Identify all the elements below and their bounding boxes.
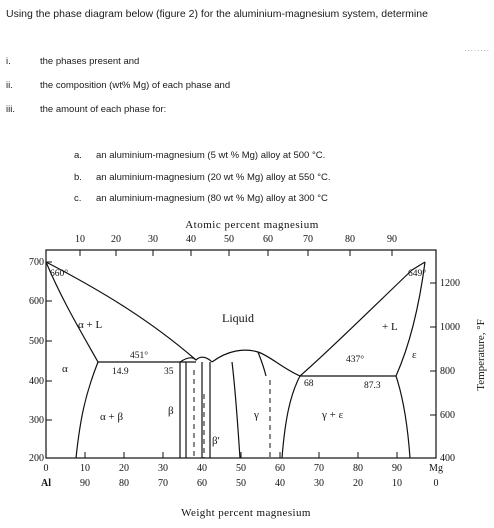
region-labels [50, 268, 426, 447]
label-alpha: α [62, 363, 68, 375]
bottom-axis-title: Weight percent magnesium [181, 507, 311, 519]
right-tick-label: 1200 [440, 278, 460, 289]
right-axis-title: Temperature, °F [475, 319, 487, 391]
label-liquid: Liquid [222, 311, 254, 325]
top-tick-label: 30 [148, 234, 158, 245]
bottom-mg-label: 60 [275, 463, 285, 474]
bottom-mg-label: 10 [80, 463, 90, 474]
label-gamma-delta: γ + ε [322, 409, 344, 421]
label-gamma: γ [254, 409, 259, 421]
bottom-al-label: 20 [353, 478, 363, 489]
right-tick-label: 800 [440, 366, 455, 377]
bottom-al-label: 60 [197, 478, 207, 489]
bottom-mg-label: Mg [429, 463, 443, 474]
left-tick-label: 400 [29, 376, 44, 387]
left-tick-label: 500 [29, 336, 44, 347]
top-tick-label: 70 [303, 234, 313, 245]
left-tick-label: 200 [29, 453, 44, 464]
label-l-gamma: + L [382, 321, 398, 333]
phase-boundaries [46, 262, 425, 458]
label-649: 649° [408, 269, 427, 279]
right-tick-label: 400 [440, 453, 455, 464]
sub-item-text: an aluminium-magnesium (20 wt % Mg) alloy at 550 °C. [96, 172, 331, 183]
top-tick-label: 10 [75, 234, 85, 245]
bottom-al-label: Al [41, 478, 51, 489]
sub-item-text: an aluminium-magnesium (5 wt % Mg) alloy at 500 °C. [96, 150, 326, 161]
top-tick-label: 40 [186, 234, 196, 245]
label-437: 437° [346, 355, 365, 365]
question-intro: Using the phase diagram below (figure 2) for the aluminium-magnesium system, determine [6, 8, 428, 20]
item-text: the amount of each phase for: [40, 104, 167, 115]
right-tick-label: 600 [440, 410, 455, 421]
label-beta: β [168, 405, 174, 417]
label-alpha-beta: α + β [100, 411, 124, 423]
bottom-al-label: 30 [314, 478, 324, 489]
bottom-mg-label: 40 [197, 463, 207, 474]
item-number: ii. [6, 80, 13, 91]
top-axis-title: Atomic percent magnesium [185, 219, 319, 231]
bottom-mg-label: 70 [314, 463, 324, 474]
item-number: iii. [6, 104, 15, 115]
bottom-mg-label: 90 [392, 463, 402, 474]
bottom-al-label: 50 [236, 478, 246, 489]
right-tick-label: 1000 [440, 322, 460, 333]
answer-dots: ........ [464, 44, 490, 53]
bottom-al-label: 90 [80, 478, 90, 489]
top-tick-label: 20 [111, 234, 121, 245]
top-tick-label: 80 [345, 234, 355, 245]
label-68: 68 [304, 379, 314, 389]
item-number: i. [6, 56, 11, 67]
bottom-mg-label: 50 [236, 463, 246, 474]
bottom-al-label: 40 [275, 478, 285, 489]
label-alpha-l: α + L [78, 319, 103, 331]
left-tick-label: 700 [29, 257, 44, 268]
label-35: 35 [164, 367, 174, 377]
plot-frame [46, 250, 436, 458]
bottom-al-label: 70 [158, 478, 168, 489]
sub-item-letter: b. [74, 172, 82, 183]
bottom-mg-label: 0 [43, 463, 49, 474]
bottom-mg-label: 80 [353, 463, 363, 474]
top-tick-label: 90 [387, 234, 397, 245]
label-87-3: 87.3 [364, 381, 381, 391]
top-tick-label: 60 [263, 234, 273, 245]
item-text: the phases present and [40, 56, 140, 67]
label-14-9: 14.9 [112, 367, 129, 377]
item-text: the composition (wt% Mg) of each phase and [40, 80, 231, 91]
sub-item-letter: c. [74, 193, 82, 204]
bottom-al-label: 0 [433, 478, 439, 489]
bottom-al-label: 10 [392, 478, 402, 489]
top-tick-label: 50 [224, 234, 234, 245]
bottom-mg-label: 20 [119, 463, 129, 474]
label-660: 660° [50, 269, 69, 279]
bottom-mg-label: 30 [158, 463, 168, 474]
label-451: 451° [130, 351, 149, 361]
sub-item-letter: a. [74, 150, 82, 161]
left-tick-label: 600 [29, 296, 44, 307]
sub-item-text: an aluminium-magnesium (80 wt % Mg) alloy at 300 °C [96, 193, 328, 204]
bottom-al-label: 80 [119, 478, 129, 489]
left-tick-label: 300 [29, 415, 44, 426]
label-delta: ε [412, 349, 417, 361]
label-beta-prime: β' [212, 435, 220, 447]
